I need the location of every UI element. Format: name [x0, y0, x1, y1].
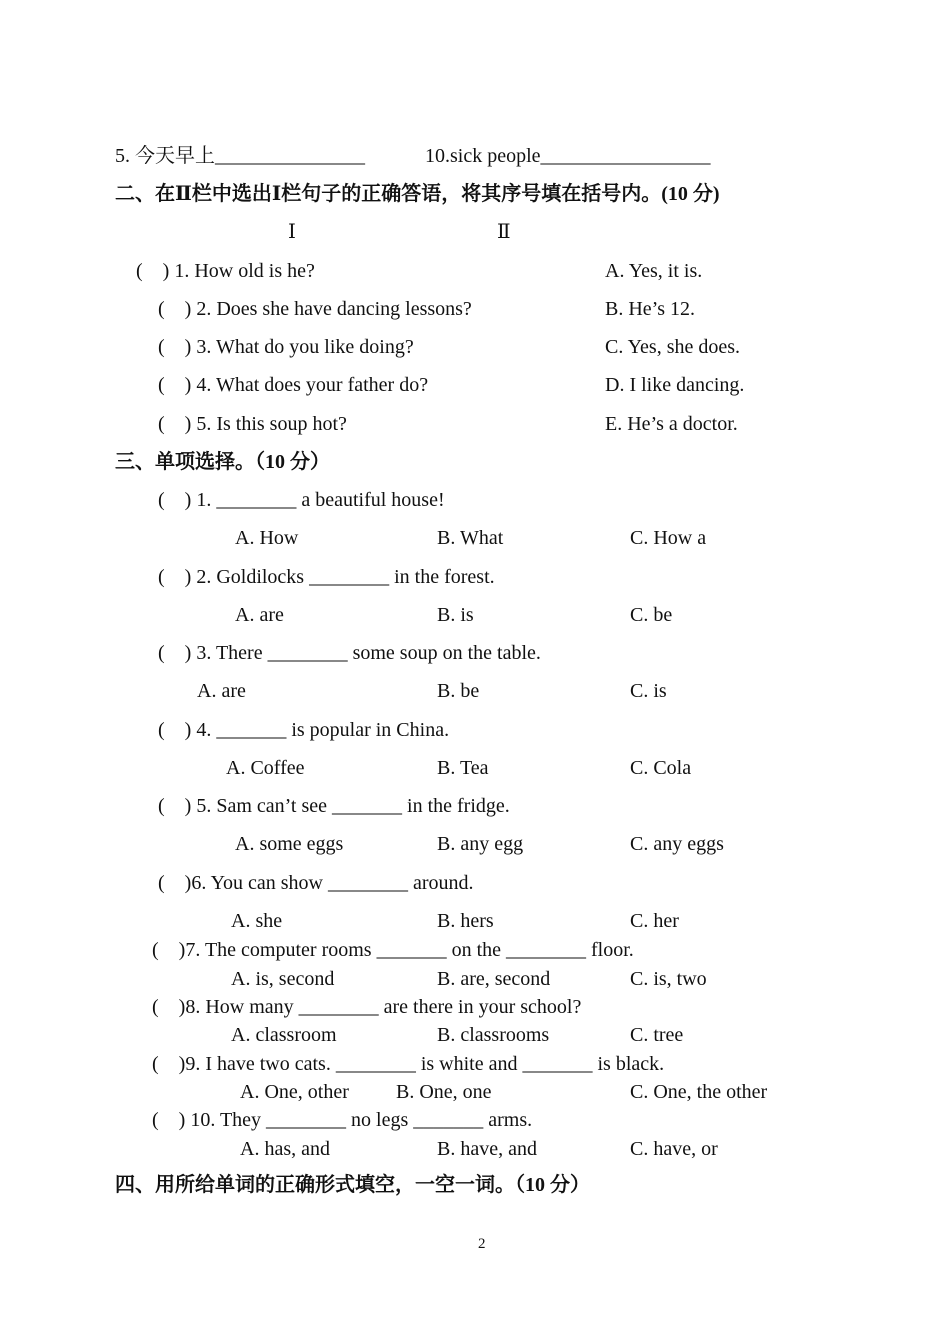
option-b: B. What — [437, 527, 504, 549]
match-question: ( ) 1. How old is he? — [136, 260, 315, 282]
section-2-heading: 二、在Ⅱ栏中选出Ⅰ栏句子的正确答语，将其序号填在括号内。(10 分) — [115, 183, 720, 205]
option-a: A. has, and — [240, 1138, 330, 1160]
match-answer: C. Yes, she does. — [605, 336, 741, 358]
option-a: A. One, other — [240, 1081, 349, 1103]
choice-question: ( ) 10. They ________ no legs _______ arms. — [152, 1109, 533, 1131]
option-b: B. any egg — [437, 833, 524, 855]
column-1-label: Ⅰ — [288, 221, 296, 243]
match-question: ( ) 3. What do you like doing? — [158, 336, 414, 358]
option-b: B. classrooms — [437, 1024, 550, 1046]
choice-question: ( ) 1. ________ a beautiful house! — [158, 489, 445, 511]
option-c: C. is — [630, 680, 667, 702]
option-c: C. One, the other — [630, 1081, 768, 1103]
option-b: B. Tea — [437, 757, 489, 779]
choice-question: ( ) 2. Goldilocks ________ in the forest. — [158, 566, 495, 588]
option-a: A. classroom — [231, 1024, 337, 1046]
option-a: A. are — [235, 604, 284, 626]
section-3-heading: 三、单项选择。（10 分） — [115, 451, 330, 473]
option-b: B. hers — [437, 910, 494, 932]
choice-question: ( ) 4. _______ is popular in China. — [158, 719, 450, 741]
choice-question: ( ) 5. Sam can’t see _______ in the fridge. — [158, 795, 510, 817]
page-number: 2 — [478, 1236, 486, 1252]
option-c: C. any eggs — [630, 833, 724, 855]
option-a: A. is, second — [231, 968, 335, 990]
option-c: C. tree — [630, 1024, 684, 1046]
choice-question: ( ) 3. There ________ some soup on the table. — [158, 642, 541, 664]
option-c: C. be — [630, 604, 673, 626]
match-answer: D. I like dancing. — [605, 374, 745, 396]
option-a: A. How — [235, 527, 299, 549]
match-question: ( ) 4. What does your father do? — [158, 374, 429, 396]
option-b: B. is — [437, 604, 474, 626]
option-c: C. How a — [630, 527, 707, 549]
choice-question: ( )7. The computer rooms _______ on the ________ floor. — [152, 939, 634, 961]
option-a: A. some eggs — [235, 833, 344, 855]
match-question: ( ) 5. Is this soup hot? — [158, 413, 347, 435]
option-a: A. are — [197, 680, 246, 702]
fill-item-10: 10.sick people_________________ — [425, 145, 711, 167]
choice-question: ( )8. How many ________ are there in your school? — [152, 996, 582, 1018]
option-c: C. is, two — [630, 968, 707, 990]
column-2-label: Ⅱ — [497, 221, 511, 243]
fill-item-5: 5. 今天早上_______________ — [115, 145, 365, 167]
option-b: B. One, one — [396, 1081, 492, 1103]
match-answer: A. Yes, it is. — [605, 260, 703, 282]
option-c: C. her — [630, 910, 679, 932]
choice-question: ( )9. I have two cats. ________ is white and _______ is black. — [152, 1053, 665, 1075]
option-b: B. are, second — [437, 968, 551, 990]
option-b: B. be — [437, 680, 480, 702]
match-question: ( ) 2. Does she have dancing lessons? — [158, 298, 472, 320]
option-a: A. she — [231, 910, 283, 932]
choice-question: ( )6. You can show ________ around. — [158, 872, 474, 894]
match-answer: B. He’s 12. — [605, 298, 695, 320]
option-a: A. Coffee — [226, 757, 305, 779]
option-c: C. have, or — [630, 1138, 718, 1160]
option-b: B. have, and — [437, 1138, 537, 1160]
match-answer: E. He’s a doctor. — [605, 413, 738, 435]
section-4-heading: 四、用所给单词的正确形式填空，一空一词。（10 分） — [115, 1174, 590, 1196]
option-c: C. Cola — [630, 757, 692, 779]
